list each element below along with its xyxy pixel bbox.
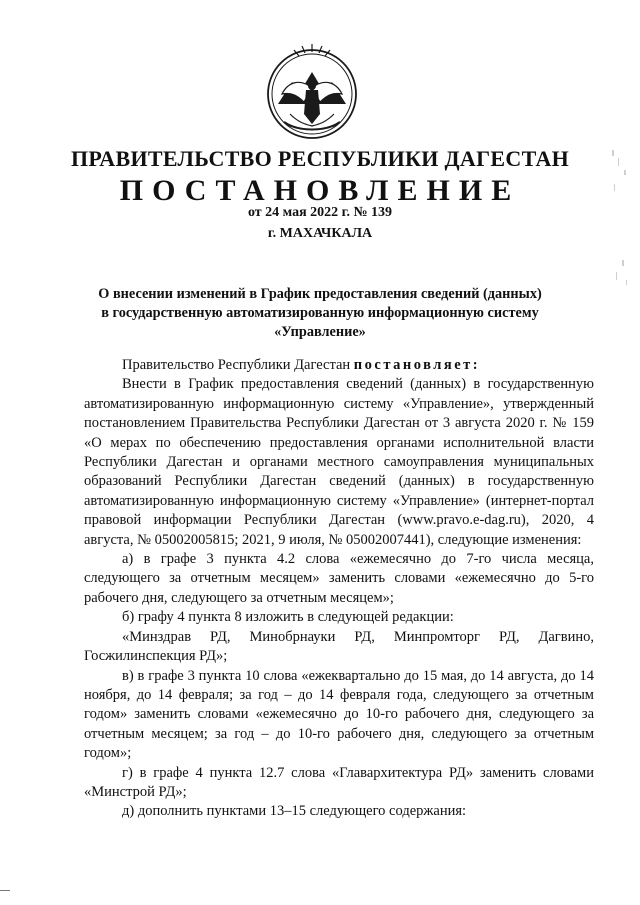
government-title: ПРАВИТЕЛЬСТВО РЕСПУБЛИКИ ДАГЕСТАН [70,146,570,171]
scan-noise-marks [604,140,634,290]
intro-verb: постановляет: [353,357,481,373]
paragraph-v: в) в графе 3 пункта 10 слова «ежеквартально до 15 мая, до 14 августа, до 14 ноября, до 14 февраля; за год – до 14 февраля года, следующего за отчетным годом» заменить словами «ежемесячно до 10-го рабочего дня, следующего за отчетным месяцем; за год – до 10-го рабочего дня, следующего за отчетным годом»; [84,667,594,762]
document-type: ПОСТАНОВЛЕНИЕ [119,174,521,207]
document-body [84,356,594,822]
dagestan-coat-of-arms-icon [264,42,360,142]
paragraph-b-quote: «Минздрав РД, Минобрнауки РД, Минпромторг РД, Дагвино, Госжилинспекция РД»; [84,628,594,665]
subject-line-2: в государственную автоматизированную информационную систему [101,305,539,321]
paragraph-d: д) дополнить пунктами 13–15 следующего содержания: [122,803,467,820]
paragraph-a: а) в графе 3 пункта 4.2 слова «ежемесячно до 7-го числа месяца, следующего за отчетным месяцем» заменить словами «ежемесячно до 5-го рабочего дня, следующего за отчетным месяцем»; [84,551,594,606]
paragraph-main: Внести в График предоставления сведений (данных) в государственную автоматизированную информационную систему «Управление», утвержденный постановлением Правительства Республики Дагестан от 3 августа 2020 г. № 159 «О мерах по обеспечению предоставления органами исполнительной власти Республики Дагестан и органами местного самоуправления муниципальных образований Республики Дагестан сведений (данных) в государственную автоматизированную информационную систему «Управление» (интернет-портал правовой информации Республики Дагестан (www.pravo.e-dag.ru), 2020, 4 августа, № 05002005815; 2021, 9 июля, № 05002007441), следующие изменения: [84,376,594,548]
scan-edge-mark [0,890,10,891]
document-subject [84,285,556,342]
intro-prefix: Правительство Республики Дагестан [122,357,351,373]
document-date-number: от 24 мая 2022 г. № 139 [247,205,393,220]
subject-line-1: О внесении изменений в График предоставления сведений (данных) [98,286,542,302]
intro-paragraph [84,356,594,375]
document-city: г. МАХАЧКАЛА [267,226,373,241]
subject-line-3: «Управление» [274,324,366,340]
paragraph-g: г) в графе 4 пункта 12.7 слова «Главархитектура РД» заменить словами «Минстрой РД»; [84,764,594,800]
paragraph-b: б) графу 4 пункта 8 изложить в следующей редакции: [122,609,454,626]
